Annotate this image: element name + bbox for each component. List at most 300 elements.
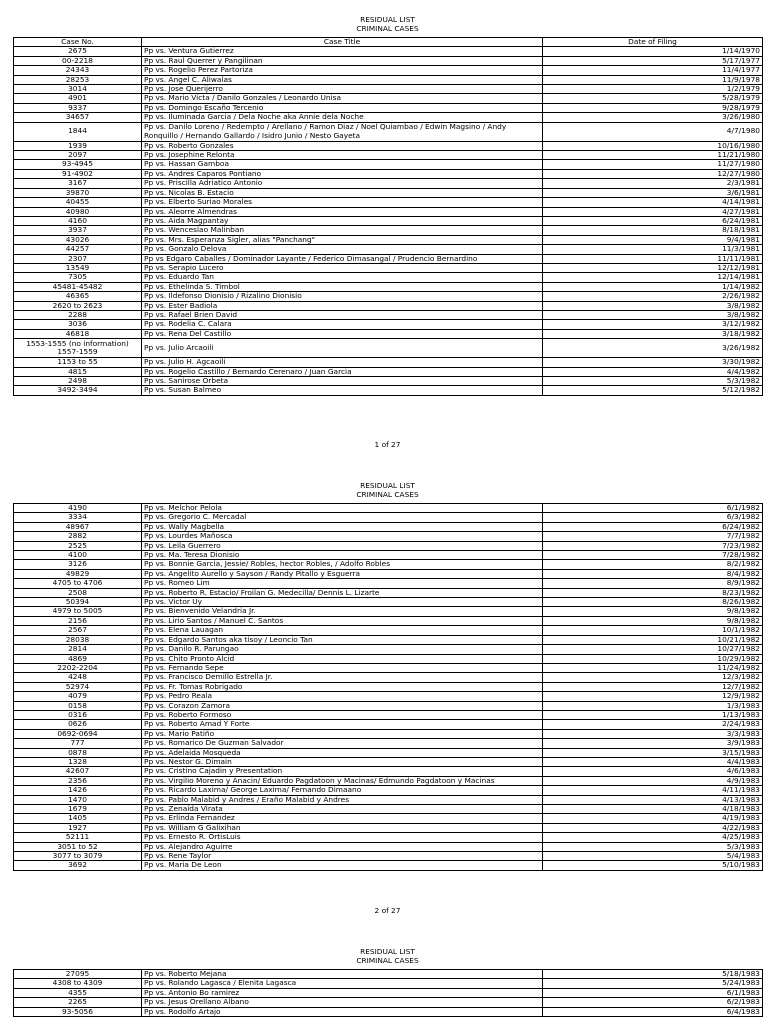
case-number-cell: 2156 bbox=[14, 616, 142, 625]
case-title-cell: Pp vs. Ester Badiola bbox=[142, 301, 543, 310]
table-row bbox=[14, 235, 763, 244]
table-row bbox=[14, 979, 763, 988]
case-number-cell: 2814 bbox=[14, 645, 142, 654]
case-number-cell: 0158 bbox=[14, 701, 142, 710]
case-title-cell: Pp vs. Serapio Lucero bbox=[142, 263, 543, 272]
table-row bbox=[14, 998, 763, 1007]
date-of-filing-cell: 8/2/1982 bbox=[543, 560, 763, 569]
table-row bbox=[14, 513, 763, 522]
table-row bbox=[14, 767, 763, 776]
case-title-cell: Pp vs. Jose Querijerro bbox=[142, 85, 543, 94]
table-row bbox=[14, 301, 763, 310]
case-number-cell: 1927 bbox=[14, 823, 142, 832]
case-number-cell: 4355 bbox=[14, 988, 142, 997]
table-row bbox=[14, 720, 763, 729]
table-row bbox=[14, 560, 763, 569]
case-number-cell: 0878 bbox=[14, 748, 142, 757]
table-row bbox=[14, 282, 763, 291]
case-title-cell: Pp vs. Ma. Teresa Dionisio bbox=[142, 551, 543, 560]
case-number-cell: 7305 bbox=[14, 273, 142, 282]
case-title-cell: Pp vs. Danilo R. Parungao bbox=[142, 645, 543, 654]
table-row bbox=[14, 56, 763, 65]
case-title-cell: Pp vs. Zenaida Virata bbox=[142, 805, 543, 814]
case-title-cell: Pp vs. Leila Guerrero bbox=[142, 541, 543, 550]
date-of-filing-cell: 5/18/1983 bbox=[543, 970, 763, 979]
case-number-cell: 2508 bbox=[14, 588, 142, 597]
table-row bbox=[14, 729, 763, 738]
table-row bbox=[14, 692, 763, 701]
case-number-cell: 4248 bbox=[14, 673, 142, 682]
date-of-filing-cell: 1/2/1979 bbox=[543, 85, 763, 94]
page-title: RESIDUAL LIST bbox=[360, 15, 415, 24]
table-row bbox=[14, 682, 763, 691]
table-row bbox=[14, 141, 763, 150]
table-row bbox=[14, 532, 763, 541]
case-title-cell: Pp vs. Jesus Orellano Albano bbox=[142, 998, 543, 1007]
case-table bbox=[13, 37, 763, 396]
date-of-filing-cell: 2/24/1983 bbox=[543, 720, 763, 729]
case-title-cell: Pp vs. Rolando Lagasca / Elenita Lagasca bbox=[142, 979, 543, 988]
table-row bbox=[14, 579, 763, 588]
case-number-cell: 1328 bbox=[14, 757, 142, 766]
document-page-2 bbox=[13, 481, 762, 871]
page-title: RESIDUAL LIST bbox=[360, 481, 415, 490]
case-title-cell: Pp vs. Fr. Tomas Robrigado bbox=[142, 682, 543, 691]
date-of-filing-cell: 4/4/1983 bbox=[543, 757, 763, 766]
case-number-cell: 1405 bbox=[14, 814, 142, 823]
date-of-filing-cell: 8/23/1982 bbox=[543, 588, 763, 597]
case-title-cell: Pp vs. Erlinda Fernandez bbox=[142, 814, 543, 823]
case-title-cell: Pp vs. Susan Balmeo bbox=[142, 386, 543, 395]
date-of-filing-cell: 4/6/1983 bbox=[543, 767, 763, 776]
table-row bbox=[14, 588, 763, 597]
case-title-cell: Pp vs. Pedro Reala bbox=[142, 692, 543, 701]
date-of-filing-cell: 12/7/1982 bbox=[543, 682, 763, 691]
case-number-cell: 4190 bbox=[14, 504, 142, 513]
case-number-cell: 43026 bbox=[14, 235, 142, 244]
case-title-cell: Pp vs. Rodolfo Artajo bbox=[142, 1007, 543, 1016]
table-row bbox=[14, 852, 763, 861]
table-row bbox=[14, 1007, 763, 1016]
case-number-cell: 2097 bbox=[14, 151, 142, 160]
case-number-cell: 34657 bbox=[14, 113, 142, 122]
table-body bbox=[14, 504, 763, 871]
case-number-cell: 1553-1555 (no information) 1557-1559 bbox=[14, 339, 142, 358]
case-number-cell: 4308 to 4309 bbox=[14, 979, 142, 988]
date-of-filing-cell: 12/3/1982 bbox=[543, 673, 763, 682]
case-title-cell: Pp vs. Alejandro Aguirre bbox=[142, 842, 543, 851]
table-row bbox=[14, 226, 763, 235]
case-title-cell: Pp vs. Rena Del Castillo bbox=[142, 329, 543, 338]
case-number-cell: 13549 bbox=[14, 263, 142, 272]
date-of-filing-cell: 9/8/1982 bbox=[543, 607, 763, 616]
case-number-cell: 46365 bbox=[14, 292, 142, 301]
table-row bbox=[14, 367, 763, 376]
page-number: 2 of 27 bbox=[374, 906, 401, 915]
case-number-cell: 0316 bbox=[14, 710, 142, 719]
date-of-filing-cell: 5/10/1983 bbox=[543, 861, 763, 870]
case-title-cell: Pp vs. Elberto Suriao Morales bbox=[142, 198, 543, 207]
date-of-filing-cell: 3/6/1981 bbox=[543, 188, 763, 197]
date-of-filing-cell: 11/4/1977 bbox=[543, 66, 763, 75]
case-title-cell: Pp vs. Rene Taylor bbox=[142, 852, 543, 861]
date-of-filing-cell: 4/27/1981 bbox=[543, 207, 763, 216]
table-row bbox=[14, 386, 763, 395]
case-title-cell: Pp vs. Adelaida Mosqueda bbox=[142, 748, 543, 757]
case-number-cell: 46818 bbox=[14, 329, 142, 338]
date-of-filing-cell: 1/14/1970 bbox=[543, 47, 763, 56]
case-title-cell: Pp vs. Ernesto R. OrtisLuis bbox=[142, 833, 543, 842]
case-title-cell: Pp vs. Roberto Gonzales bbox=[142, 141, 543, 150]
date-of-filing-cell: 1/14/1982 bbox=[543, 282, 763, 291]
table-row bbox=[14, 645, 763, 654]
date-of-filing-cell: 3/12/1982 bbox=[543, 320, 763, 329]
case-title-cell: Pp vs. Antonio Bo ramirez bbox=[142, 988, 543, 997]
case-title-cell: Pp vs. Melchor Pelola bbox=[142, 504, 543, 513]
date-of-filing-cell: 11/24/1982 bbox=[543, 663, 763, 672]
table-row bbox=[14, 607, 763, 616]
date-of-filing-cell: 10/29/1982 bbox=[543, 654, 763, 663]
table-row bbox=[14, 151, 763, 160]
case-title-cell: Pp vs. Mario Patiño bbox=[142, 729, 543, 738]
date-of-filing-cell: 9/8/1982 bbox=[543, 616, 763, 625]
case-number-cell: 4705 to 4706 bbox=[14, 579, 142, 588]
case-table bbox=[13, 503, 763, 871]
table-row bbox=[14, 598, 763, 607]
case-number-cell: 2498 bbox=[14, 377, 142, 386]
table-row bbox=[14, 522, 763, 531]
table-row bbox=[14, 541, 763, 550]
table-row bbox=[14, 254, 763, 263]
date-of-filing-cell: 3/9/1983 bbox=[543, 739, 763, 748]
table-row bbox=[14, 85, 763, 94]
case-number-cell: 4079 bbox=[14, 692, 142, 701]
case-number-cell: 93-5056 bbox=[14, 1007, 142, 1016]
case-number-cell: 2675 bbox=[14, 47, 142, 56]
case-number-cell: 3014 bbox=[14, 85, 142, 94]
case-number-cell: 2202-2204 bbox=[14, 663, 142, 672]
case-title-cell: Pp vs. Eduardo Tan bbox=[142, 273, 543, 282]
table-body bbox=[14, 970, 763, 1017]
date-of-filing-cell: 11/21/1980 bbox=[543, 151, 763, 160]
table-row bbox=[14, 748, 763, 757]
table-row bbox=[14, 739, 763, 748]
case-title-cell: Pp vs. Corazon Zamora bbox=[142, 701, 543, 710]
case-number-cell: 2567 bbox=[14, 626, 142, 635]
column-header-date-of-filing: Date of Filing bbox=[543, 38, 763, 47]
date-of-filing-cell: 10/27/1982 bbox=[543, 645, 763, 654]
case-number-cell: 1844 bbox=[14, 122, 142, 141]
case-number-cell: 4869 bbox=[14, 654, 142, 663]
date-of-filing-cell: 4/4/1982 bbox=[543, 367, 763, 376]
case-number-cell: 4901 bbox=[14, 94, 142, 103]
table-row bbox=[14, 66, 763, 75]
case-title-cell: Pp vs. Francisco Demillo Estrella Jr. bbox=[142, 673, 543, 682]
case-title-cell: Pp vs. Mrs. Esperanza Sigler, alias "Panchang" bbox=[142, 235, 543, 244]
page-number: 1 of 27 bbox=[374, 440, 401, 449]
date-of-filing-cell: 2/26/1982 bbox=[543, 292, 763, 301]
date-of-filing-cell: 4/9/1983 bbox=[543, 776, 763, 785]
date-of-filing-cell: 6/1/1983 bbox=[543, 988, 763, 997]
table-row bbox=[14, 216, 763, 225]
document-page-1 bbox=[13, 15, 762, 396]
case-number-cell: 1153 to 55 bbox=[14, 358, 142, 367]
date-of-filing-cell: 4/22/1983 bbox=[543, 823, 763, 832]
case-number-cell: 1939 bbox=[14, 141, 142, 150]
date-of-filing-cell: 9/4/1981 bbox=[543, 235, 763, 244]
table-row bbox=[14, 122, 763, 141]
case-number-cell: 1679 bbox=[14, 805, 142, 814]
case-number-cell: 2307 bbox=[14, 254, 142, 263]
date-of-filing-cell: 5/4/1983 bbox=[543, 852, 763, 861]
column-header-case-no: Case No. bbox=[14, 38, 142, 47]
case-title-cell: Pp vs. Rogelio Perez Partoriza bbox=[142, 66, 543, 75]
case-title-cell: Pp vs. Roberto R. Estacio/ Froilan G. Medecilla/ Dennis L. Lizarte bbox=[142, 588, 543, 597]
case-title-cell: Pp vs. Chito Pronto Alcid bbox=[142, 654, 543, 663]
case-number-cell: 3051 to 52 bbox=[14, 842, 142, 851]
table-row bbox=[14, 263, 763, 272]
table-row bbox=[14, 47, 763, 56]
case-number-cell: 24343 bbox=[14, 66, 142, 75]
case-title-cell: Pp vs. Nestor G. Dimain bbox=[142, 757, 543, 766]
case-title-cell: Pp vs. Priscilla Adriatico Antonio bbox=[142, 179, 543, 188]
table-row bbox=[14, 757, 763, 766]
date-of-filing-cell: 8/4/1982 bbox=[543, 569, 763, 578]
date-of-filing-cell: 5/24/1983 bbox=[543, 979, 763, 988]
table-row bbox=[14, 970, 763, 979]
table-row bbox=[14, 292, 763, 301]
case-number-cell: 27095 bbox=[14, 970, 142, 979]
table-row bbox=[14, 805, 763, 814]
date-of-filing-cell: 1/3/1983 bbox=[543, 701, 763, 710]
case-number-cell: 3692 bbox=[14, 861, 142, 870]
date-of-filing-cell: 9/28/1979 bbox=[543, 103, 763, 112]
case-title-cell: Pp vs. Danilo Loreno / Redempto / Arellano / Ramon Diaz / Noel Quiambao / Edwin Magsino / Andy Ronquillo / Hernando Gallardo / Isidro Junio / Nesto Gayeta bbox=[142, 122, 543, 141]
table-row bbox=[14, 823, 763, 832]
case-title-cell: Pp vs. Edgardo Santos aka tisoy / Leoncio Tan bbox=[142, 635, 543, 644]
case-title-cell: Pp vs. Rafael Brien David bbox=[142, 310, 543, 319]
table-row bbox=[14, 654, 763, 663]
table-row bbox=[14, 377, 763, 386]
case-title-cell: Pp vs. Pablo Malabid y Andres / Eraño Malabid y Andres bbox=[142, 795, 543, 804]
date-of-filing-cell: 8/18/1981 bbox=[543, 226, 763, 235]
case-number-cell: 44257 bbox=[14, 245, 142, 254]
date-of-filing-cell: 2/3/1981 bbox=[543, 179, 763, 188]
table-row bbox=[14, 310, 763, 319]
case-title-cell: Pp vs. Romarico De Guzman Salvador bbox=[142, 739, 543, 748]
table-row bbox=[14, 207, 763, 216]
date-of-filing-cell: 6/24/1982 bbox=[543, 522, 763, 531]
case-title-cell: Pp vs. Victor Uy bbox=[142, 598, 543, 607]
case-number-cell: 3036 bbox=[14, 320, 142, 329]
date-of-filing-cell: 6/4/1983 bbox=[543, 1007, 763, 1016]
case-title-cell: Pp vs. Aleorre Almendras bbox=[142, 207, 543, 216]
table-row bbox=[14, 339, 763, 358]
case-number-cell: 4100 bbox=[14, 551, 142, 560]
date-of-filing-cell: 11/11/1981 bbox=[543, 254, 763, 263]
case-title-cell: Pp vs. Lirio Santos / Manuel C. Santos bbox=[142, 616, 543, 625]
page-subtitle: CRIMINAL CASES bbox=[356, 24, 419, 33]
case-title-cell: Pp vs. Gregorio C. Mercadal bbox=[142, 513, 543, 522]
date-of-filing-cell: 3/30/1982 bbox=[543, 358, 763, 367]
table-row bbox=[14, 833, 763, 842]
page-subtitle: CRIMINAL CASES bbox=[356, 490, 419, 499]
case-number-cell: 3077 to 3079 bbox=[14, 852, 142, 861]
case-title-cell: Pp vs. Josephine Relonta bbox=[142, 151, 543, 160]
case-number-cell: 45481-45482 bbox=[14, 282, 142, 291]
table-row bbox=[14, 113, 763, 122]
table-row bbox=[14, 320, 763, 329]
case-number-cell: 2525 bbox=[14, 541, 142, 550]
table-row bbox=[14, 673, 763, 682]
table-row bbox=[14, 569, 763, 578]
case-title-cell: Pp vs. Roberto Mejana bbox=[142, 970, 543, 979]
table-row bbox=[14, 626, 763, 635]
case-number-cell: 52111 bbox=[14, 833, 142, 842]
date-of-filing-cell: 5/12/1982 bbox=[543, 386, 763, 395]
case-title-cell: Pp vs. Rogelio Castillo / Bernardo Cerenaro / Juan Garcia bbox=[142, 367, 543, 376]
date-of-filing-cell: 8/9/1982 bbox=[543, 579, 763, 588]
case-number-cell: 93-4945 bbox=[14, 160, 142, 169]
date-of-filing-cell: 8/26/1982 bbox=[543, 598, 763, 607]
case-number-cell: 42607 bbox=[14, 767, 142, 776]
table-row bbox=[14, 710, 763, 719]
table-row bbox=[14, 179, 763, 188]
case-title-cell: Pp vs. Andres Caparos Pontiano bbox=[142, 169, 543, 178]
date-of-filing-cell: 3/3/1983 bbox=[543, 729, 763, 738]
case-number-cell: 1426 bbox=[14, 786, 142, 795]
table-row bbox=[14, 198, 763, 207]
case-title-cell: Pp vs. Nicolas B. Estacio bbox=[142, 188, 543, 197]
date-of-filing-cell: 6/3/1982 bbox=[543, 513, 763, 522]
case-title-cell: Pp vs. Maria De Leon bbox=[142, 861, 543, 870]
case-title-cell: Pp vs. Julio Arcaoili bbox=[142, 339, 543, 358]
case-number-cell: 777 bbox=[14, 739, 142, 748]
case-title-cell: Pp vs. Ildefonso Dionisio / Rizalino Dionisio bbox=[142, 292, 543, 301]
case-title-cell: Pp vs. Bonnie Garcia, Jessie/ Robles, hector Robles, / Adolfo Robles bbox=[142, 560, 543, 569]
table-row bbox=[14, 776, 763, 785]
case-number-cell: 40455 bbox=[14, 198, 142, 207]
case-number-cell: 40980 bbox=[14, 207, 142, 216]
case-number-cell: 50394 bbox=[14, 598, 142, 607]
case-title-cell: Pp vs. Mario Victa / Danilo Gonzales / Leonardo Unisa bbox=[142, 94, 543, 103]
case-title-cell: Pp vs. Rodelia C. Calara bbox=[142, 320, 543, 329]
case-number-cell: 28253 bbox=[14, 75, 142, 84]
case-title-cell: Pp vs. Wally Magbella bbox=[142, 522, 543, 531]
table-row bbox=[14, 663, 763, 672]
case-number-cell: 3126 bbox=[14, 560, 142, 569]
case-title-cell: Pp vs. Romeo Lim bbox=[142, 579, 543, 588]
case-number-cell: 39870 bbox=[14, 188, 142, 197]
case-title-cell: Pp vs. Raul Querrer y Pangilinan bbox=[142, 56, 543, 65]
case-number-cell: 2356 bbox=[14, 776, 142, 785]
table-row bbox=[14, 103, 763, 112]
case-title-cell: Pp vs Edgaro Caballes / Dominador Layante / Federico Dimasangal / Prudencio Bernardino bbox=[142, 254, 543, 263]
case-title-cell: Pp vs. Roberto Formoso bbox=[142, 710, 543, 719]
table-row bbox=[14, 245, 763, 254]
case-title-cell: Pp vs. Ethelinda S. Timbol bbox=[142, 282, 543, 291]
table-row bbox=[14, 329, 763, 338]
case-number-cell: 2265 bbox=[14, 998, 142, 1007]
date-of-filing-cell: 1/13/1983 bbox=[543, 710, 763, 719]
date-of-filing-cell: 10/21/1982 bbox=[543, 635, 763, 644]
case-number-cell: 3937 bbox=[14, 226, 142, 235]
date-of-filing-cell: 10/1/1982 bbox=[543, 626, 763, 635]
date-of-filing-cell: 4/13/1983 bbox=[543, 795, 763, 804]
case-number-cell: 28038 bbox=[14, 635, 142, 644]
date-of-filing-cell: 6/2/1983 bbox=[543, 998, 763, 1007]
case-number-cell: 00-2218 bbox=[14, 56, 142, 65]
date-of-filing-cell: 6/1/1982 bbox=[543, 504, 763, 513]
case-number-cell: 1470 bbox=[14, 795, 142, 804]
case-number-cell: 3167 bbox=[14, 179, 142, 188]
case-title-cell: Pp vs. Domingo Escaño Tercenio bbox=[142, 103, 543, 112]
case-title-cell: Pp vs. William G Galixihan bbox=[142, 823, 543, 832]
table-row bbox=[14, 273, 763, 282]
case-title-cell: Pp vs. Ricardo Laxima/ George Laxima/ Fernando Dimaano bbox=[142, 786, 543, 795]
table-row bbox=[14, 988, 763, 997]
case-title-cell: Pp vs. Wenceslao Malinban bbox=[142, 226, 543, 235]
case-title-cell: Pp vs. Gonzalo Delova bbox=[142, 245, 543, 254]
date-of-filing-cell: 5/17/1977 bbox=[543, 56, 763, 65]
case-title-cell: Pp vs. Angelito Aurello y Sayson / Randy Pitallo y Esguerra bbox=[142, 569, 543, 578]
case-number-cell: 2620 to 2623 bbox=[14, 301, 142, 310]
table-row bbox=[14, 504, 763, 513]
date-of-filing-cell: 4/19/1983 bbox=[543, 814, 763, 823]
case-title-cell: Pp vs. Bienvenido Velandria Jr. bbox=[142, 607, 543, 616]
case-title-cell: Pp vs. Iluminada Garcia / Dela Noche aka Annie dela Noche bbox=[142, 113, 543, 122]
date-of-filing-cell: 7/23/1982 bbox=[543, 541, 763, 550]
case-title-cell: Pp vs. Cristino Cajadin y Presentation bbox=[142, 767, 543, 776]
column-header-case-title: Case Title bbox=[142, 38, 543, 47]
case-title-cell: Pp vs. Julio H. Agcaoili bbox=[142, 358, 543, 367]
table-row bbox=[14, 188, 763, 197]
date-of-filing-cell: 6/24/1981 bbox=[543, 216, 763, 225]
date-of-filing-cell: 12/27/1980 bbox=[543, 169, 763, 178]
case-title-cell: Pp vs. Roberto Amad Y Forte bbox=[142, 720, 543, 729]
date-of-filing-cell: 4/18/1983 bbox=[543, 805, 763, 814]
table-row bbox=[14, 358, 763, 367]
table-row bbox=[14, 616, 763, 625]
case-number-cell: 4160 bbox=[14, 216, 142, 225]
page-title: RESIDUAL LIST bbox=[360, 947, 415, 956]
table-row bbox=[14, 75, 763, 84]
table-row bbox=[14, 842, 763, 851]
table-row bbox=[14, 795, 763, 804]
case-number-cell: 3492-3494 bbox=[14, 386, 142, 395]
table-row bbox=[14, 701, 763, 710]
case-title-cell: Pp vs. Ventura Gutierrez bbox=[142, 47, 543, 56]
date-of-filing-cell: 4/25/1983 bbox=[543, 833, 763, 842]
case-number-cell: 2288 bbox=[14, 310, 142, 319]
date-of-filing-cell: 3/18/1982 bbox=[543, 329, 763, 338]
date-of-filing-cell: 10/16/1980 bbox=[543, 141, 763, 150]
date-of-filing-cell: 3/15/1983 bbox=[543, 748, 763, 757]
table-row bbox=[14, 169, 763, 178]
case-title-cell: Pp vs. Aida Magpantay bbox=[142, 216, 543, 225]
date-of-filing-cell: 11/27/1980 bbox=[543, 160, 763, 169]
page-subtitle: CRIMINAL CASES bbox=[356, 956, 419, 965]
case-number-cell: 4979 to 5005 bbox=[14, 607, 142, 616]
date-of-filing-cell: 7/7/1982 bbox=[543, 532, 763, 541]
case-number-cell: 9337 bbox=[14, 103, 142, 112]
case-title-cell: Pp vs. Elena Lauagan bbox=[142, 626, 543, 635]
case-number-cell: 4815 bbox=[14, 367, 142, 376]
date-of-filing-cell: 12/12/1981 bbox=[543, 263, 763, 272]
case-number-cell: 2882 bbox=[14, 532, 142, 541]
table-row bbox=[14, 551, 763, 560]
date-of-filing-cell: 12/9/1982 bbox=[543, 692, 763, 701]
